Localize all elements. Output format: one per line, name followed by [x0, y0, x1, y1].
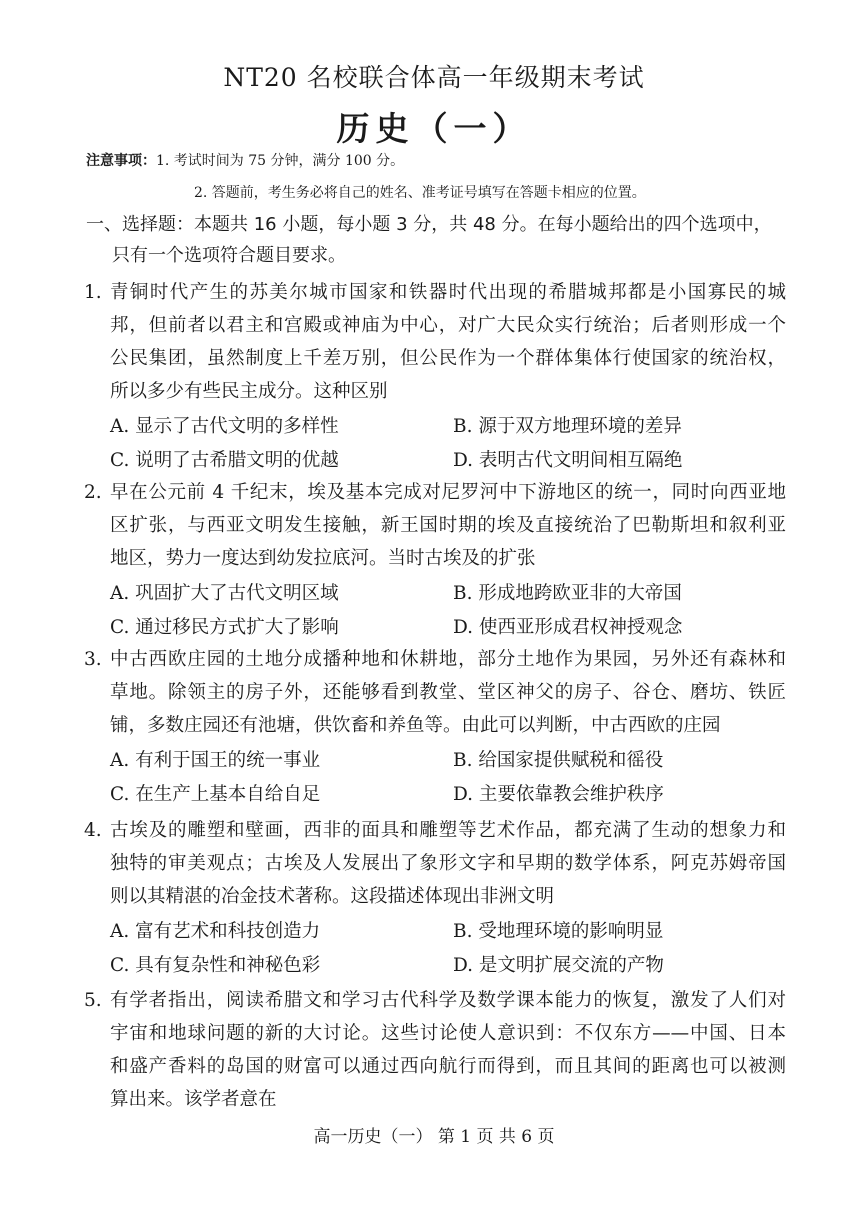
- answer-option: C. 通过移民方式扩大了影响: [110, 617, 339, 638]
- answer-option: C. 在生产上基本自给自足: [110, 784, 321, 805]
- question-number: 3.: [84, 649, 102, 670]
- answer-option: B. 受地理环境的影响明显: [453, 921, 664, 942]
- answer-option: B. 给国家提供赋税和徭役: [453, 750, 664, 771]
- question-text-line: 早在公元前 4 千纪末，埃及基本完成对尼罗河中下游地区的统一，同时向西亚地: [110, 482, 786, 503]
- exam-subtitle: 历史（一）: [336, 109, 532, 148]
- note-label: 注意事项：: [86, 153, 156, 169]
- question-text-line: 所以多少有些民主成分。这种区别: [110, 381, 388, 402]
- note-1: [86, 150, 404, 170]
- question-text-line: 草地。除领主的房子外，还能够看到教堂、堂区神父的房子、谷仓、磨坊、铁匠: [110, 682, 786, 703]
- question-text-line: 则以其精湛的冶金技术著称。这段描述体现出非洲文明: [110, 886, 555, 907]
- question-text-line: 有学者指出，阅读希腊文和学习古代科学及数学课本能力的恢复，激发了人们对: [110, 990, 786, 1011]
- question-text-line: 邦，但前者以君主和宫殿或神庙为中心，对广大民众实行统治；后者则形成一个: [110, 315, 786, 336]
- question-text-line: 中古西欧庄园的土地分成播种地和休耕地，部分土地作为果园，另外还有森林和: [110, 649, 786, 670]
- question-text-line: 公民集团，虽然制度上千差万别，但公民作为一个群体集体行使国家的统治权，: [110, 348, 786, 369]
- question-text-line: 独特的审美观点；古埃及人发展出了象形文字和早期的数学体系，阿克苏姆帝国: [110, 853, 786, 874]
- answer-option: C. 说明了古希腊文明的优越: [110, 450, 339, 471]
- question-number: 5.: [84, 990, 102, 1011]
- question-number: 2.: [84, 482, 102, 503]
- answer-option: A. 富有艺术和科技创造力: [110, 921, 321, 942]
- answer-option: B. 源于双方地理环境的差异: [453, 416, 682, 437]
- answer-option: D. 使西亚形成君权神授观念: [453, 617, 683, 638]
- answer-option: D. 是文明扩展交流的产物: [453, 955, 664, 976]
- question-text-line: 区扩张，与西亚文明发生接触，新王国时期的埃及直接统治了巴勒斯坦和叙利亚: [110, 515, 786, 536]
- answer-option: B. 形成地跨欧亚非的大帝国: [453, 583, 682, 604]
- answer-option: D. 主要依靠教会维护秩序: [453, 784, 664, 805]
- question-text-line: 铺，多数庄园还有池塘，供饮畜和养鱼等。由此可以判断，中古西欧的庄园: [110, 715, 721, 736]
- question-text-line: 青铜时代产生的苏美尔城市国家和铁器时代出现的希腊城邦都是小国寡民的城: [110, 282, 786, 303]
- section-heading-cont: 只有一个选项符合题目要求。: [112, 245, 346, 266]
- answer-option: A. 有利于国王的统一事业: [110, 750, 321, 771]
- answer-option: D. 表明古代文明间相互隔绝: [453, 450, 683, 471]
- answer-option: A. 巩固扩大了古代文明区域: [110, 583, 339, 604]
- question-number: 1.: [84, 282, 102, 303]
- note-2: 2. 答题前，考生务必将自己的姓名、准考证号填写在答题卡相应的位置。: [194, 185, 646, 201]
- question-text-line: 算出来。该学者意在: [110, 1089, 277, 1110]
- question-text-line: 古埃及的雕塑和壁画，西非的面具和雕塑等艺术作品，都充满了生动的想象力和: [110, 820, 786, 841]
- question-text-line: 宇宙和地球问题的新的大讨论。这些讨论使人意识到：不仅东方——中国、日本: [110, 1023, 786, 1044]
- exam-title: NT20 名校联合体高一年级期末考试: [223, 63, 645, 92]
- page-footer: 高一历史（一） 第 1 页 共 6 页: [313, 1127, 555, 1147]
- question-number: 4.: [84, 820, 102, 841]
- section-heading: 一、选择题：本题共 16 小题，每小题 3 分，共 48 分。在每小题给出的四个选项中，: [86, 214, 772, 235]
- question-text-line: 和盛产香料的岛国的财富可以通过西向航行而得到，而且其间的距离也可以被测: [110, 1056, 786, 1077]
- answer-option: C. 具有复杂性和神秘色彩: [110, 955, 321, 976]
- answer-option: A. 显示了古代文明的多样性: [110, 416, 339, 437]
- question-text-line: 地区，势力一度达到幼发拉底河。当时古埃及的扩张: [110, 548, 536, 569]
- note-text: 1. 考试时间为 75 分钟，满分 100 分。: [156, 153, 405, 169]
